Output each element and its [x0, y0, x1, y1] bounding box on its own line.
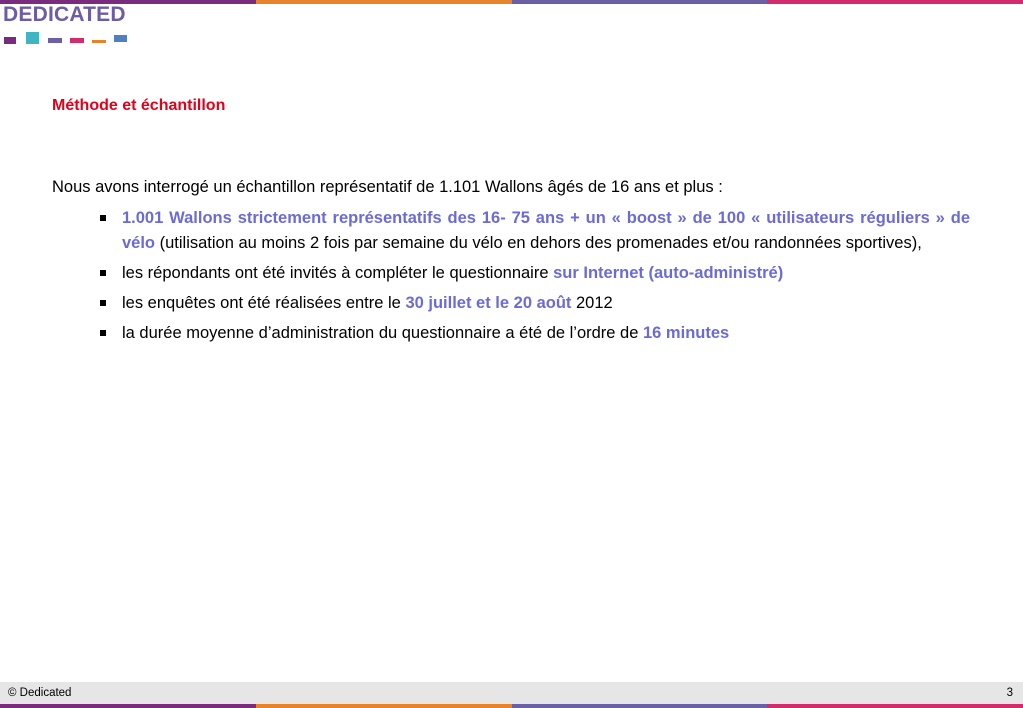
- logo-block: [26, 32, 39, 44]
- logo-block: [92, 40, 106, 43]
- logo-block: [70, 38, 84, 43]
- bullet-text: les répondants ont été invités à compléter le questionnaire: [122, 264, 554, 282]
- list-item: [98, 321, 970, 346]
- color-bar-segment: [256, 704, 512, 708]
- bullet-highlight: 16 minutes: [643, 324, 730, 342]
- top-color-bar: [0, 0, 1023, 4]
- bullet-highlight: 30 juillet et le 20 août: [405, 294, 572, 312]
- color-bar-segment: [0, 704, 256, 708]
- page-number: 3: [1006, 687, 1013, 699]
- logo-text: DEDICATED: [3, 3, 126, 26]
- intro-text: Nous avons interrogé un échantillon représentatif de 1.101 Wallons âgés de 16 ans et plus :: [52, 178, 723, 196]
- bullet-square-icon: [100, 215, 106, 221]
- list-item: [98, 206, 970, 256]
- dedicated-logo: [3, 4, 133, 48]
- bullet-text: les enquêtes ont été réalisées entre le: [122, 294, 406, 312]
- list-item: [98, 261, 970, 286]
- color-bar-segment: [767, 0, 1023, 4]
- list-item: [98, 291, 970, 316]
- color-bar-segment: [767, 704, 1023, 708]
- color-bar-segment: [512, 704, 768, 708]
- logo-block: [114, 35, 127, 42]
- bullet-text: 2012: [571, 294, 613, 312]
- color-bar-segment: [512, 0, 768, 4]
- bottom-color-bar: [0, 704, 1023, 708]
- bullet-square-icon: [100, 330, 106, 336]
- footer-bar: [0, 682, 1023, 704]
- bullet-text: la durée moyenne d’administration du questionnaire a été de l’ordre de: [122, 324, 643, 342]
- bullet-highlight: sur Internet (auto-administré): [553, 264, 784, 282]
- color-bar-segment: [256, 0, 512, 4]
- footer-copyright: © Dedicated: [8, 687, 72, 699]
- logo-color-blocks: [3, 32, 133, 48]
- logo-block: [48, 38, 62, 43]
- slide-heading: Méthode et échantillon: [52, 97, 226, 114]
- bullet-list: [98, 206, 970, 351]
- bullet-highlight: 1.001 Wallons strictement représentatifs des 16- 75 ans + un « boost » de 100 « utilisateurs réguliers » de vélo: [122, 209, 970, 252]
- bullet-square-icon: [100, 300, 106, 306]
- bullet-square-icon: [100, 270, 106, 276]
- logo-block: [4, 37, 16, 44]
- bullet-text: (utilisation au moins 2 fois par semaine du vélo en dehors des promenades et/ou randonnées sportives),: [155, 234, 922, 252]
